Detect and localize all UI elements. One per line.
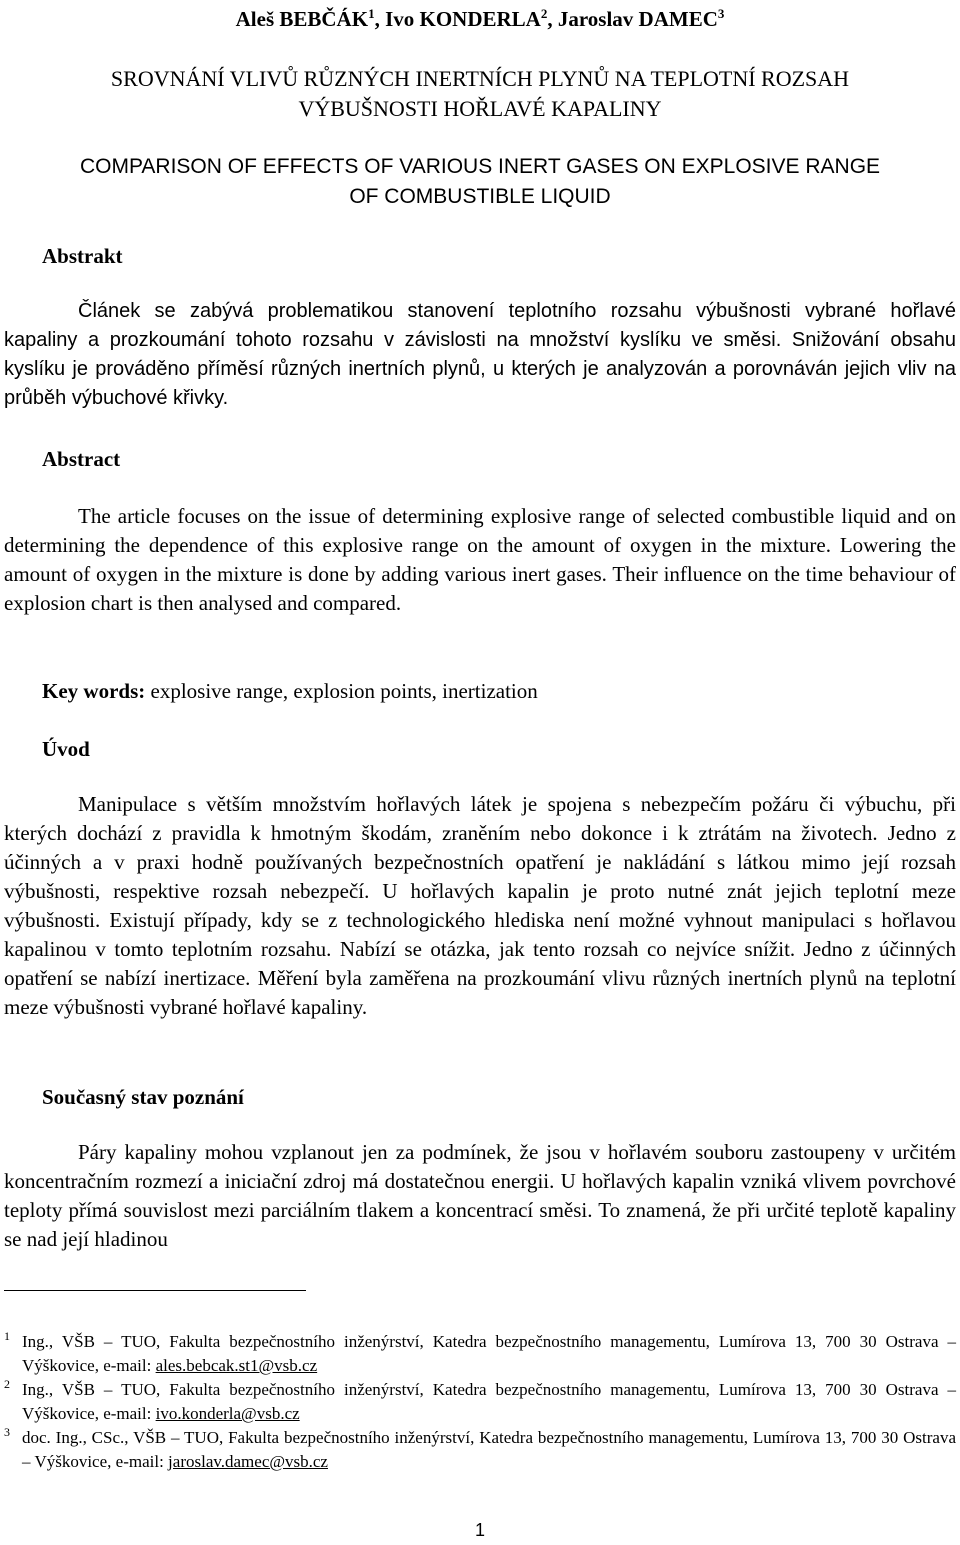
keywords-label: Key words: [42, 679, 146, 703]
footnote-2 [4, 1378, 956, 1426]
author-sep: , [547, 7, 558, 31]
footnote-separator [4, 1290, 306, 1291]
uvod-text: Manipulace s větším množstvím hořlavých látek je spojena s nebezpečím požáru či výbuchu, při kterých dochází z pravidla k hmotným škodám, zraněním nebo dokonce i k ztrátám na životech. Jedno z účinných a v praxi hodně používaných bezpečnostních opatření je nakládání s látkou mimo její rozsah výbušnosti, respektive rozsah nebezpečí. U hořlavých kapalin je proto nutné znát jejich teplotní meze výbušnosti. Existují případy, kdy se z technologického hlediska není možné vyhnout manipulaci s hořlavou kapalinou v tomto teplotním rozsahu. Nabízí se otázka, jak tento rozsah co nejvíce snížit. Jedno z účinných opatření se nabízí inertizace. Měření byla zaměřena na prozkoumání vlivu různých inertních plynů na teplotní meze výbušnosti vybrané hořlavé kapaliny. [4, 792, 956, 1019]
footnote-3 [4, 1426, 956, 1474]
abstrakt-text: Článek se zabývá problematikou stanovení teplotního rozsahu výbušnosti vybrané hořlavé kapaliny a prozkoumání tohoto rozsahu v závislosti na množství kyslíku ve směsi. Snižování obsahu kyslíku je prováděno příměsí různých inertních plynů, u kterých je analyzován a porovnáván jejich vliv na průběh výbuchové křivky. [4, 300, 956, 409]
stav-text: Páry kapaliny mohou vzplanout jen za podmínek, že jsou v hořlavém souboru zastoupeny v určitém koncentračním rozmezí a iniciační zdroj má dostatečnou energii. U hořlavých kapalin vzniká vlivem povrchové teploty přímá souvislost mezi parciálním tlakem a koncentrací směsi. To znamená, že při určité teplotě kapaliny se nad její hladinou [4, 1140, 956, 1251]
title-english-line-2: OF COMBUSTIBLE LIQUID [349, 185, 611, 208]
footnote-3-text: doc. Ing., CSc., VŠB – TUO, Fakulta bezpečnostního inženýrství, Katedra bezpečnostního managementu, Lumírova 13, 700 30 Ostrava – Výškovice, e-mail: [22, 1428, 956, 1471]
footnote-3-number: 3 [4, 1425, 10, 1439]
footnote-2-email-link[interactable]: ivo.konderla@vsb.cz [155, 1404, 300, 1423]
abstract-text: The article focuses on the issue of determining explosive range of selected combustible liquid and on determining the dependence of this explosive range on the amount of oxygen in the mixture. Lowering the amount of oxygen in the mixture is done by adding various inert gases. Their influence on the time behaviour of explosion chart is then analysed and compared. [4, 504, 956, 615]
title-english [0, 152, 960, 212]
author-2-affil: 2 [540, 6, 548, 21]
footnote-1-email-link[interactable]: ales.bebcak.st1@vsb.cz [155, 1356, 318, 1375]
footnote-1 [4, 1330, 956, 1378]
title-english-line-1: COMPARISON OF EFFECTS OF VARIOUS INERT GASES ON EXPLOSIVE RANGE [79, 155, 881, 178]
author-1-affil: 1 [368, 6, 375, 21]
title-czech-line-2: VÝBUŠNOSTI HOŘLAVÉ KAPALINY [298, 96, 662, 121]
abstract-heading: Abstract [42, 447, 121, 471]
keywords [42, 676, 538, 706]
author-3: Jaroslav DAMEC [557, 7, 718, 31]
abstrakt-heading: Abstrakt [42, 244, 123, 268]
footnote-3-email-link[interactable]: jaroslav.damec@vsb.cz [168, 1452, 328, 1471]
footnote-2-number: 2 [4, 1377, 10, 1391]
uvod-heading: Úvod [42, 737, 90, 761]
footnote-1-number: 1 [4, 1329, 10, 1343]
stav-heading: Současný stav poznání [42, 1085, 244, 1109]
keywords-text: explosive range, explosion points, inertization [145, 679, 538, 703]
author-sep: , [374, 7, 386, 31]
footnote-2-text: Ing., VŠB – TUO, Fakulta bezpečnostního inženýrství, Katedra bezpečnostního managementu, Lumírova 13, 700 30 Ostrava – Výškovice, e-mail: [22, 1380, 956, 1423]
title-czech-line-1: SROVNÁNÍ VLIVŮ RŮZNÝCH INERTNÍCH PLYNŮ NA TEPLOTNÍ ROZSAH [110, 66, 850, 91]
title-czech [0, 64, 960, 124]
author-1: Aleš BEBČÁK [235, 7, 369, 31]
page-number: 1 [474, 1520, 485, 1540]
author-3-affil: 3 [717, 6, 725, 21]
authors-line [0, 4, 960, 34]
footnote-1-text: Ing., VŠB – TUO, Fakulta bezpečnostního inženýrství, Katedra bezpečnostního managementu, Lumírova 13, 700 30 Ostrava – Výškovice, e-mail: [22, 1332, 956, 1375]
author-2: Ivo KONDERLA [385, 7, 541, 31]
